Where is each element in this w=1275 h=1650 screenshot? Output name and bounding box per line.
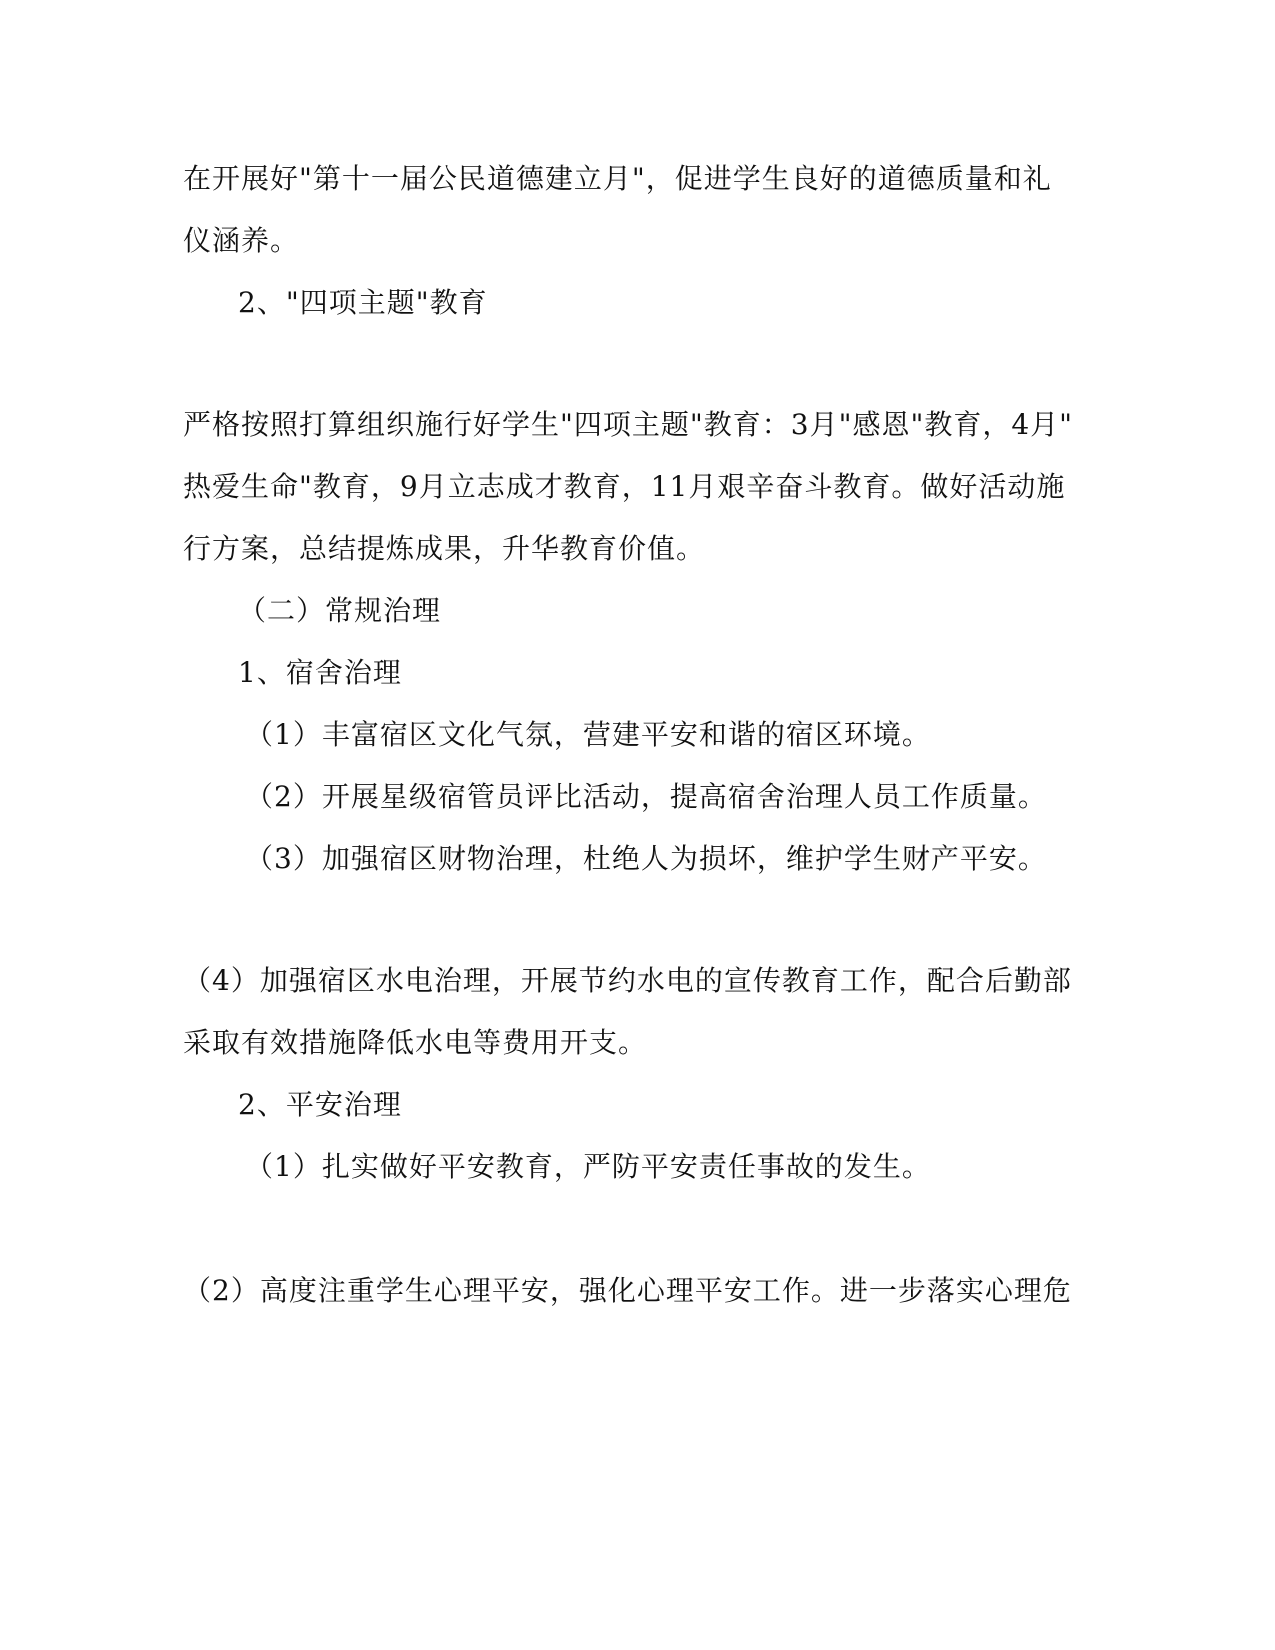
paragraph-line: 在开展好"第十一届公民道德建立月"，促进学生良好的道德质量和礼 <box>183 162 1052 195</box>
paragraph-line: 严格按照打算组织施行好学生"四项主题"教育：3月"感恩"教育，4月" <box>183 408 1074 441</box>
list-item: （3）加强宿区财物治理，杜绝人为损坏，维护学生财产平安。 <box>245 842 1047 875</box>
list-item: （1）丰富宿区文化气氛，营建平安和谐的宿区环境。 <box>245 718 931 751</box>
paragraph-line: 采取有效措施降低水电等费用开支。 <box>183 1026 648 1059</box>
list-item: （2）开展星级宿管员评比活动，提高宿舍治理人员工作质量。 <box>245 780 1047 813</box>
section-heading: 2、平安治理 <box>238 1088 402 1121</box>
list-item: （2）高度注重学生心理平安，强化心理平安工作。进一步落实心理危 <box>183 1274 1072 1307</box>
section-heading: 1、宿舍治理 <box>238 656 402 689</box>
list-item: （1）扎实做好平安教育，严防平安责任事故的发生。 <box>245 1150 931 1183</box>
section-heading: 2、"四项主题"教育 <box>238 286 488 319</box>
paragraph-line: 热爱生命"教育，9月立志成才教育，11月艰辛奋斗教育。做好活动施 <box>183 470 1066 503</box>
paragraph-line: 行方案，总结提炼成果，升华教育价值。 <box>183 532 706 565</box>
list-item: （4）加强宿区水电治理，开展节约水电的宣传教育工作，配合后勤部 <box>183 964 1072 997</box>
paragraph-line: 仪涵养。 <box>183 224 300 257</box>
section-heading: （二）常规治理 <box>238 594 442 627</box>
